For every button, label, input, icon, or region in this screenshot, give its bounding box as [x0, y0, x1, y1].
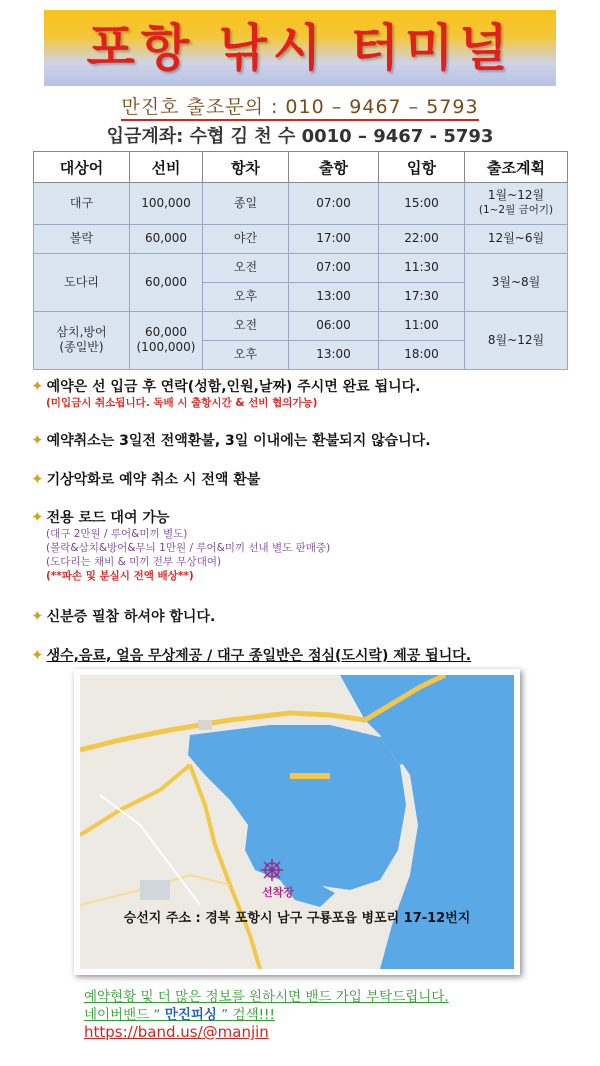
- star-icon: ✦: [31, 377, 44, 395]
- page-title: 포항 낚시 터미널: [86, 19, 514, 77]
- band-url-link[interactable]: https://band.us/@manjin: [84, 1023, 269, 1041]
- bank-account: 입금계좌: 수협 김 천 수 0010 – 9467 - 5793: [106, 126, 494, 147]
- header-fare: 선비: [130, 152, 203, 183]
- contact-phone: 만진호 출조문의 : 010 – 9467 – 5793: [0, 92, 600, 119]
- star-icon: ✦: [31, 508, 44, 526]
- table-row: 도다리 60,000 오전 07:00 11:30 3월~8월: [34, 253, 568, 282]
- note-free-supplies: ✦ 생수,음료, 얼음 무상제공 / 대구 종일반은 점심(도시락) 제공 됩니다.: [31, 646, 472, 664]
- note-rod-rental: ✦ 전용 로드 대여 가능: [31, 508, 170, 526]
- band-join-message: 예약현황 및 더 많은 정보를 원하시면 밴드 가입 부탁드립니다.: [84, 989, 449, 1005]
- wharf-label: 선착장: [262, 886, 294, 899]
- rod-rental-dodari: (도다리는 채비 & 미끼 전부 무상대여): [46, 556, 222, 568]
- star-icon: ✦: [31, 470, 44, 488]
- note-reservation: ✦ 예약은 선 입금 후 연락(성함,인원,날짜) 주시면 완료 됩니다.: [31, 377, 421, 395]
- note-id-card: ✦ 신분증 필참 하셔야 합니다.: [31, 607, 216, 625]
- note-reservation-sub: (미입금시 취소됩니다. 독배 시 출항시간 & 선비 협의가능): [46, 397, 318, 409]
- note-cancel: ✦ 예약취소는 3일전 전액환불, 3일 이내에는 환불되지 않습니다.: [31, 431, 431, 449]
- header-plan: 출조계획: [465, 152, 568, 183]
- rod-rental-damage: (**파손 및 분실시 전액 배상**): [46, 570, 194, 582]
- rod-rental-bollak: (볼락&삼치&방어&무늬 1만원 / 루어&미끼 선내 별도 판매중): [46, 542, 331, 554]
- fish-cell: 삼치,방어 (종일반): [34, 311, 130, 369]
- map-image: [80, 675, 514, 969]
- boarding-address: 승선지 주소 : 경북 포항시 남구 구룡포읍 병포리 17-12번지: [123, 911, 471, 926]
- plan-cell: 1월~12월 (1~2월 금어기): [465, 183, 568, 225]
- star-icon: ✦: [31, 646, 44, 664]
- header-arrive: 입항: [379, 152, 465, 183]
- header-trip: 항차: [203, 152, 289, 183]
- table-row: 오후 13:00 18:00: [34, 340, 568, 369]
- table-row: 볼락 60,000 야간 17:00 22:00 12월~6월: [34, 224, 568, 253]
- table-row: 삼치,방어 (종일반) 60,000 (100,000) 오전 06:00 11:00 8월~12월: [34, 311, 568, 340]
- rod-rental-daegu: (대구 2만원 / 루어&미끼 별도): [46, 528, 188, 540]
- fare-cell: 60,000 (100,000): [130, 311, 203, 369]
- header-depart: 출항: [289, 152, 379, 183]
- band-search-message: 네이버밴드 “ 만진피싱 ” 검색!!!: [84, 1007, 275, 1023]
- band-brand-name: 만진피싱: [164, 1007, 217, 1023]
- table-row: 대구 100,000 종일 07:00 15:00 1월~12월 (1~2월 금어기): [34, 183, 568, 225]
- star-icon: ✦: [31, 607, 44, 625]
- schedule-table: [33, 151, 568, 370]
- header-fish: 대상어: [34, 152, 130, 183]
- note-weather: ✦ 기상악화로 예약 취소 시 전액 환불: [31, 470, 261, 488]
- location-map: [74, 669, 520, 975]
- table-header-row: [34, 152, 568, 183]
- table-row: 오후 13:00 17:30: [34, 282, 568, 311]
- star-icon: ✦: [31, 431, 44, 449]
